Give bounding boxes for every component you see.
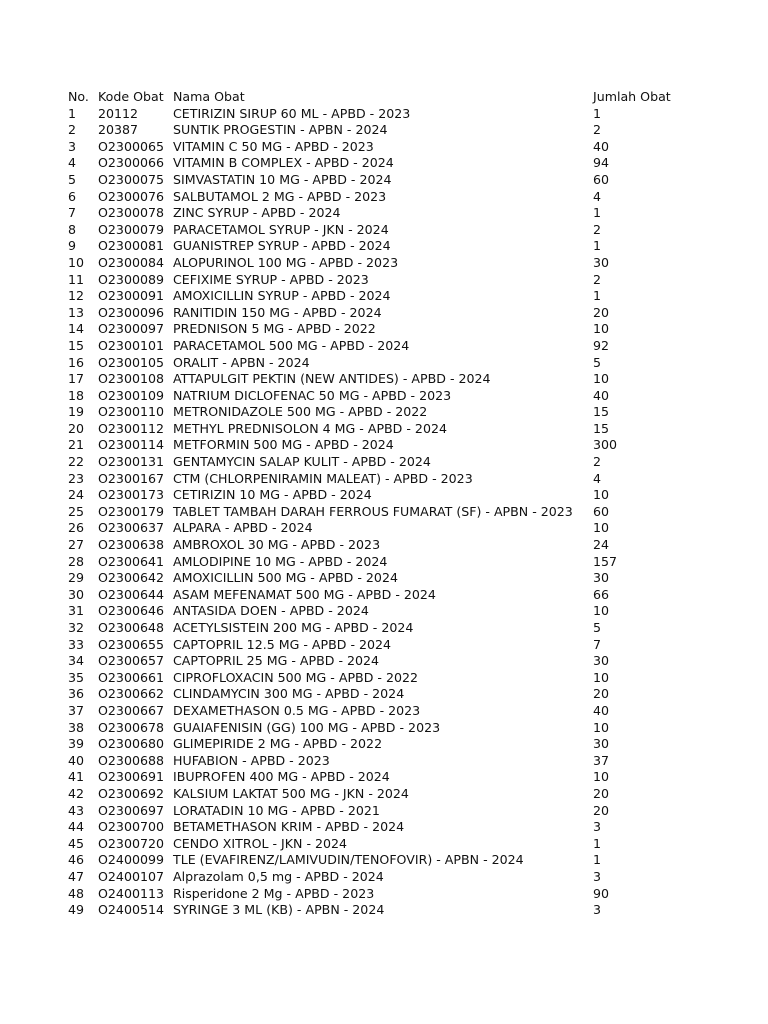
table-row [68,321,708,338]
table-header [68,89,708,106]
row-nama-obat: METFORMIN 500 MG - APBD - 2024 [173,437,394,453]
row-kode-obat: O2300131 [98,454,165,470]
row-nama-obat: TLE (EVAFIRENZ/LAMIVUDIN/TENOFOVIR) - APBN - 2024 [173,852,524,868]
row-no: 29 [68,570,85,586]
row-no: 7 [68,205,77,221]
row-nama-obat: CETIRIZIN SIRUP 60 ML - APBD - 2023 [173,105,411,121]
row-nama-obat: Alprazolam 0,5 mg - APBD - 2024 [173,868,384,884]
row-jumlah-obat: 5 [593,620,602,635]
row-jumlah-obat: 10 [593,669,610,685]
row-nama-obat: TABLET TAMBAH DARAH FERROUS FUMARAT (SF) - APBN - 2023 [173,503,573,519]
row-nama-obat: SALBUTAMOL 2 MG - APBD - 2023 [173,188,387,204]
table-row [68,720,708,737]
row-no: 31 [68,603,85,619]
row-no: 18 [68,387,85,403]
row-jumlah-obat: 2 [593,271,602,287]
row-jumlah-obat: 40 [593,138,610,154]
row-nama-obat: DEXAMETHASON 0.5 MG - APBD - 2023 [173,702,421,718]
row-nama-obat: AMOXICILLIN SYRUP - APBD - 2024 [173,288,391,304]
row-jumlah-obat: 10 [593,769,610,785]
row-no: 11 [68,271,85,287]
row-jumlah-obat: 3 [593,819,602,835]
row-no: 44 [68,819,85,835]
table-row [68,189,708,206]
table-row [68,852,708,869]
row-kode-obat: 20387 [98,122,139,138]
table-row [68,520,708,537]
table-row [68,869,708,886]
row-nama-obat: BETAMETHASON KRIM - APBD - 2024 [173,819,405,835]
table-row [68,437,708,454]
row-kode-obat: O2300173 [98,487,165,503]
row-nama-obat: CIPROFLOXACIN 500 MG - APBD - 2022 [173,669,418,685]
table-row [68,587,708,604]
table-row [68,487,708,504]
row-no: 3 [68,138,77,154]
table-row [68,238,708,255]
row-jumlah-obat: 15 [593,404,610,420]
row-no: 20 [68,420,85,436]
row-no: 39 [68,736,85,752]
row-kode-obat: O2300179 [98,503,165,519]
row-kode-obat: O2300691 [98,769,165,785]
row-kode-obat: O2300096 [98,304,165,320]
row-no: 8 [68,221,77,237]
row-jumlah-obat: 30 [593,254,610,270]
table-row [68,288,708,305]
row-kode-obat: O2300105 [98,354,165,370]
row-nama-obat: ORALIT - APBN - 2024 [173,354,310,370]
row-jumlah-obat: 2 [593,454,602,470]
row-kode-obat: O2300091 [98,288,165,304]
row-no: 16 [68,354,85,370]
row-kode-obat: O2300078 [98,205,165,221]
row-no: 2 [68,122,77,138]
row-kode-obat: O2300697 [98,802,165,818]
row-nama-obat: RANITIDIN 150 MG - APBD - 2024 [173,304,382,320]
row-jumlah-obat: 24 [593,537,610,553]
row-no: 38 [68,719,85,735]
table-row [68,388,708,405]
row-jumlah-obat: 20 [593,802,610,818]
row-jumlah-obat: 10 [593,603,610,619]
row-no: 10 [68,254,85,270]
row-nama-obat: SYRINGE 3 ML (KB) - APBN - 2024 [173,902,385,918]
row-nama-obat: CENDO XITROL - JKN - 2024 [173,835,348,851]
row-kode-obat: O2300700 [98,819,165,835]
row-no: 43 [68,802,85,818]
row-kode-obat: O2300089 [98,271,165,287]
row-jumlah-obat: 37 [593,752,610,768]
row-kode-obat: O2400099 [98,852,165,868]
row-nama-obat: PARACETAMOL 500 MG - APBD - 2024 [173,337,410,353]
table-row [68,272,708,289]
row-no: 40 [68,752,85,768]
row-no: 37 [68,702,85,718]
row-kode-obat: O2300641 [98,553,165,569]
header-nama-obat: Nama Obat [173,89,245,104]
table-row [68,653,708,670]
row-kode-obat: O2300114 [98,437,165,453]
row-jumlah-obat: 1 [593,238,602,254]
row-jumlah-obat: 4 [593,188,602,204]
row-no: 28 [68,553,85,569]
table-body [68,106,708,919]
row-jumlah-obat: 3 [593,868,602,884]
row-jumlah-obat: 90 [593,885,610,901]
row-jumlah-obat: 66 [593,586,610,602]
row-jumlah-obat: 15 [593,420,610,436]
row-jumlah-obat: 10 [593,520,610,536]
row-no: 33 [68,636,85,652]
table-row [68,504,708,521]
row-nama-obat: GENTAMYCIN SALAP KULIT - APBD - 2024 [173,454,431,470]
row-nama-obat: LORATADIN 10 MG - APBD - 2021 [173,802,380,818]
row-kode-obat: O2400107 [98,868,165,884]
row-nama-obat: GUAIAFENISIN (GG) 100 MG - APBD - 2023 [173,719,441,735]
row-kode-obat: O2300688 [98,752,165,768]
table-row [68,404,708,421]
row-kode-obat: O2300097 [98,321,165,337]
table-row [68,703,708,720]
table-row [68,819,708,836]
row-no: 34 [68,653,85,669]
row-nama-obat: GLIMEPIRIDE 2 MG - APBD - 2022 [173,736,383,752]
row-no: 46 [68,852,85,868]
row-kode-obat: 20112 [98,105,139,121]
row-kode-obat: O2300066 [98,155,165,171]
row-nama-obat: CLINDAMYCIN 300 MG - APBD - 2024 [173,686,405,702]
table-row [68,803,708,820]
row-jumlah-obat: 10 [593,321,610,337]
row-jumlah-obat: 40 [593,387,610,403]
row-jumlah-obat: 5 [593,354,602,370]
table-row [68,554,708,571]
row-jumlah-obat: 2 [593,221,602,237]
row-nama-obat: AMOXICILLIN 500 MG - APBD - 2024 [173,570,398,586]
row-nama-obat: ALOPURINOL 100 MG - APBD - 2023 [173,254,399,270]
table-row [68,355,708,372]
row-nama-obat: ATTAPULGIT PEKTIN (NEW ANTIDES) - APBD - 2024 [173,371,491,387]
row-no: 12 [68,288,85,304]
table-row [68,637,708,654]
table-row [68,836,708,853]
row-no: 48 [68,885,85,901]
row-no: 30 [68,586,85,602]
medicine-table [68,89,708,919]
row-no: 1 [68,105,77,121]
row-no: 32 [68,620,85,635]
table-row [68,421,708,438]
table-row [68,886,708,903]
row-nama-obat: CAPTOPRIL 12.5 MG - APBD - 2024 [173,636,392,652]
row-jumlah-obat: 30 [593,653,610,669]
row-kode-obat: O2300076 [98,188,165,204]
row-no: 21 [68,437,85,453]
row-no: 45 [68,835,85,851]
table-row [68,670,708,687]
row-jumlah-obat: 10 [593,719,610,735]
row-jumlah-obat: 1 [593,105,602,121]
table-row [68,122,708,139]
table-row [68,139,708,156]
table-row [68,620,708,637]
row-kode-obat: O2400514 [98,902,165,918]
row-nama-obat: METHYL PREDNISOLON 4 MG - APBD - 2024 [173,420,447,436]
row-jumlah-obat: 10 [593,487,610,503]
row-jumlah-obat: 1 [593,205,602,221]
row-jumlah-obat: 157 [593,553,618,569]
row-jumlah-obat: 1 [593,852,602,868]
row-kode-obat: O2300084 [98,254,165,270]
row-kode-obat: O2300720 [98,835,165,851]
table-row [68,338,708,355]
row-jumlah-obat: 30 [593,570,610,586]
row-kode-obat: O2300081 [98,238,165,254]
row-no: 41 [68,769,85,785]
row-no: 6 [68,188,77,204]
row-nama-obat: NATRIUM DICLOFENAC 50 MG - APBD - 2023 [173,387,452,403]
row-kode-obat: O2400113 [98,885,165,901]
row-nama-obat: PREDNISON 5 MG - APBD - 2022 [173,321,376,337]
table-row [68,537,708,554]
row-no: 23 [68,470,85,486]
table-row [68,769,708,786]
table-row [68,222,708,239]
row-kode-obat: O2300110 [98,404,165,420]
row-jumlah-obat: 20 [593,304,610,320]
table-row [68,570,708,587]
table-row [68,786,708,803]
row-kode-obat: O2300692 [98,785,165,801]
row-kode-obat: O2300644 [98,586,165,602]
row-kode-obat: O2300638 [98,537,165,553]
row-kode-obat: O2300642 [98,570,165,586]
row-kode-obat: O2300667 [98,702,165,718]
row-nama-obat: GUANISTREP SYRUP - APBD - 2024 [173,238,391,254]
table-row [68,172,708,189]
row-jumlah-obat: 30 [593,736,610,752]
table-row [68,471,708,488]
row-kode-obat: O2300167 [98,470,165,486]
row-no: 13 [68,304,85,320]
table-row [68,686,708,703]
row-nama-obat: IBUPROFEN 400 MG - APBD - 2024 [173,769,390,785]
row-no: 26 [68,520,85,536]
row-jumlah-obat: 1 [593,835,602,851]
row-nama-obat: CEFIXIME SYRUP - APBD - 2023 [173,271,369,287]
row-kode-obat: O2300678 [98,719,165,735]
table-row [68,305,708,322]
row-kode-obat: O2300101 [98,337,165,353]
row-kode-obat: O2300075 [98,171,165,187]
row-no: 14 [68,321,85,337]
row-kode-obat: O2300648 [98,620,165,635]
row-jumlah-obat: 40 [593,702,610,718]
row-jumlah-obat: 92 [593,337,610,353]
row-kode-obat: O2300661 [98,669,165,685]
row-jumlah-obat: 1 [593,288,602,304]
row-nama-obat: SUNTIK PROGESTIN - APBN - 2024 [173,122,388,138]
row-jumlah-obat: 2 [593,122,602,138]
row-no: 19 [68,404,85,420]
row-kode-obat: O2300655 [98,636,165,652]
row-kode-obat: O2300680 [98,736,165,752]
row-nama-obat: METRONIDAZOLE 500 MG - APBD - 2022 [173,404,428,420]
header-jumlah-obat: Jumlah Obat [593,89,671,104]
row-nama-obat: ALPARA - APBD - 2024 [173,520,313,536]
row-no: 36 [68,686,85,702]
table-row [68,205,708,222]
row-nama-obat: CAPTOPRIL 25 MG - APBD - 2024 [173,653,380,669]
row-no: 49 [68,902,85,918]
row-kode-obat: O2300109 [98,387,165,403]
table-row [68,106,708,123]
row-no: 5 [68,171,77,187]
row-nama-obat: HUFABION - APBD - 2023 [173,752,330,768]
row-kode-obat: O2300637 [98,520,165,536]
row-jumlah-obat: 20 [593,785,610,801]
table-row [68,736,708,753]
row-jumlah-obat: 10 [593,371,610,387]
row-kode-obat: O2300065 [98,138,165,154]
row-nama-obat: VITAMIN B COMPLEX - APBD - 2024 [173,155,394,171]
row-jumlah-obat: 7 [593,636,602,652]
row-nama-obat: AMBROXOL 30 MG - APBD - 2023 [173,537,381,553]
row-nama-obat: ANTASIDA DOEN - APBD - 2024 [173,603,369,619]
table-row [68,902,708,919]
row-no: 4 [68,155,77,171]
row-nama-obat: CTM (CHLORPENIRAMIN MALEAT) - APBD - 2023 [173,470,473,486]
row-no: 25 [68,503,85,519]
row-nama-obat: ASAM MEFENAMAT 500 MG - APBD - 2024 [173,586,436,602]
row-nama-obat: ACETYLSISTEIN 200 MG - APBD - 2024 [173,620,414,635]
row-nama-obat: SIMVASTATIN 10 MG - APBD - 2024 [173,171,392,187]
row-kode-obat: O2300662 [98,686,165,702]
row-jumlah-obat: 60 [593,503,610,519]
row-jumlah-obat: 300 [593,437,618,453]
row-jumlah-obat: 4 [593,470,602,486]
table-row [68,155,708,172]
table-row [68,753,708,770]
row-kode-obat: O2300112 [98,420,165,436]
table-row [68,255,708,272]
row-no: 42 [68,785,85,801]
row-nama-obat: CETIRIZIN 10 MG - APBD - 2024 [173,487,372,503]
row-nama-obat: Risperidone 2 Mg - APBD - 2023 [173,885,375,901]
row-nama-obat: VITAMIN C 50 MG - APBD - 2023 [173,138,374,154]
row-jumlah-obat: 3 [593,902,602,918]
row-jumlah-obat: 20 [593,686,610,702]
row-nama-obat: AMLODIPINE 10 MG - APBD - 2024 [173,553,388,569]
row-nama-obat: PARACETAMOL SYRUP - JKN - 2024 [173,221,389,237]
row-kode-obat: O2300108 [98,371,165,387]
row-no: 9 [68,238,77,254]
row-no: 24 [68,487,85,503]
header-no: No. [68,89,89,104]
row-no: 27 [68,537,85,553]
row-nama-obat: ZINC SYRUP - APBD - 2024 [173,205,341,221]
row-no: 15 [68,337,85,353]
row-no: 17 [68,371,85,387]
row-kode-obat: O2300657 [98,653,165,669]
row-no: 35 [68,669,85,685]
table-row [68,603,708,620]
row-no: 47 [68,868,85,884]
table-row [68,454,708,471]
row-jumlah-obat: 60 [593,171,610,187]
row-nama-obat: KALSIUM LAKTAT 500 MG - JKN - 2024 [173,785,409,801]
row-no: 22 [68,454,85,470]
table-row [68,371,708,388]
header-kode-obat: Kode Obat [98,89,164,104]
row-jumlah-obat: 94 [593,155,610,171]
row-kode-obat: O2300079 [98,221,165,237]
row-kode-obat: O2300646 [98,603,165,619]
